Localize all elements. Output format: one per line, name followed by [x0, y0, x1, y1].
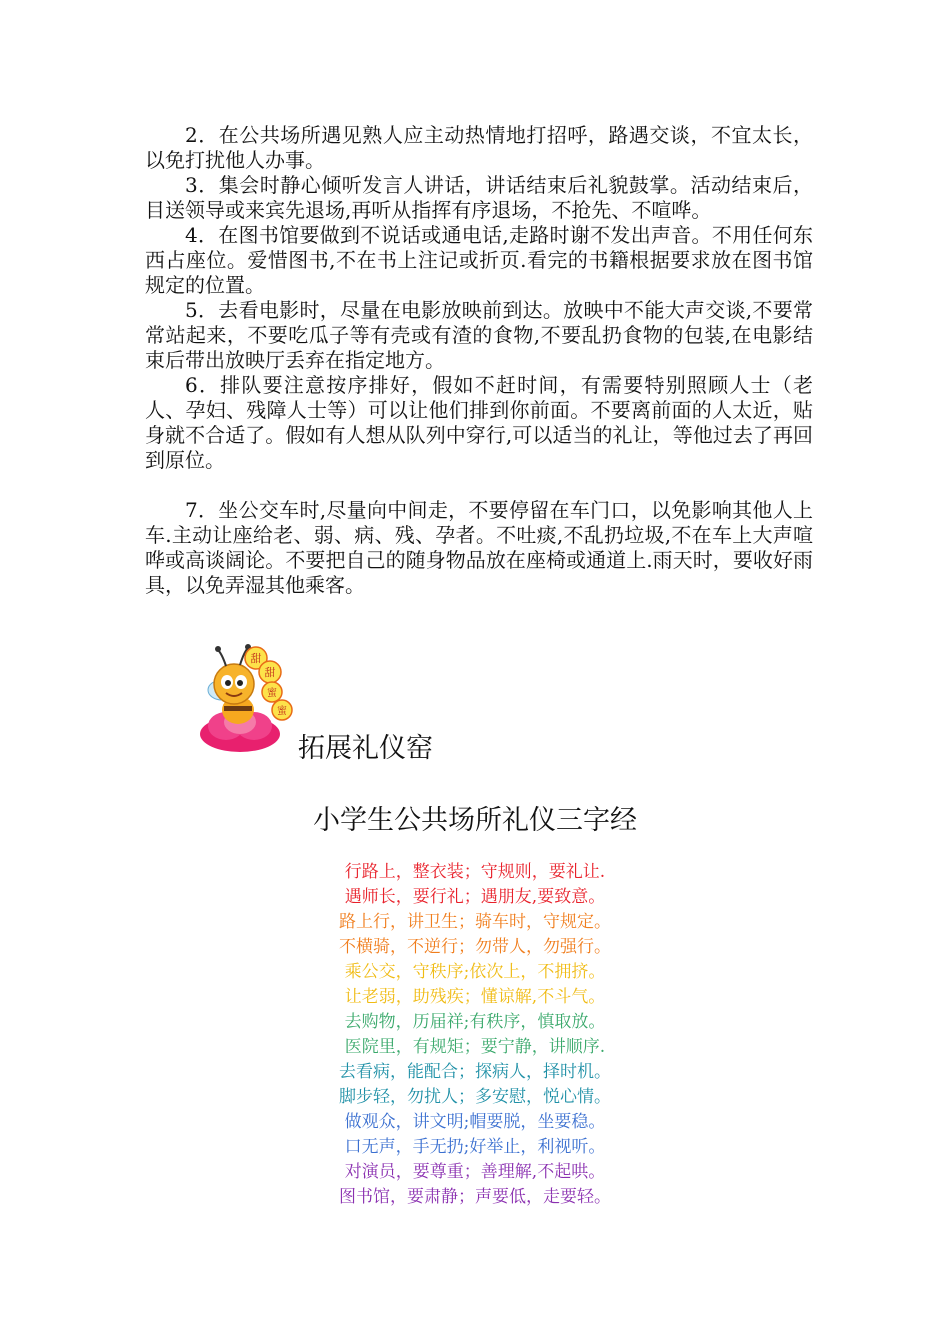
badge-char-4: 蜜 [277, 706, 287, 717]
poem-line: 乘公交，守秩序;依次上，不拥挤。 [344, 962, 606, 982]
badge-char-3: 蜜 [267, 688, 277, 699]
badge-char-1: 甜 [250, 652, 262, 665]
poem-line: 对演员，要尊重；善理解,不起哄。 [344, 1162, 606, 1182]
bee-mascot-icon [196, 638, 300, 756]
badge-char-2: 甜 [264, 666, 276, 679]
poem-line: 医院里，有规矩；要宁静，讲顺序. [344, 1037, 606, 1057]
paragraph-4: 4．在图书馆要做到不说话或通电话,走路时谢不发出声音。不用任何东西占座位。爱惜图书,不在书上注记或折页.看完的书籍根据要求放在图书馆规定的位置。 [145, 223, 813, 297]
poem-line: 遇师长，要行礼；遇朋友,要致意。 [344, 887, 606, 907]
paragraph-3: 3．集会时静心倾听发言人讲话，讲话结束后礼貌鼓掌。活动结束后，目送领导或来宾先退场,再听从指挥有序退场，不抢先、不喧哗。 [145, 173, 813, 222]
poem-line: 让老弱，助残疾；懂谅解,不斗气。 [344, 987, 606, 1007]
poem-line: 去购物，历届祥;有秩序，慎取放。 [344, 1012, 606, 1032]
poem-line: 去看病，能配合；探病人，择时机。 [339, 1062, 611, 1082]
poem-line: 口无声，手无扔;好举止，利视听。 [344, 1137, 606, 1157]
poem-title: 小学生公共场所礼仪三字经 [313, 805, 637, 836]
poem-line: 路上行，讲卫生；骑车时，守规定。 [339, 912, 611, 932]
paragraph-6: 6．排队要注意按序排好，假如不赶时间，有需要特别照顾人士（老人、孕妇、残障人士等）可以让他们排到你前面。不要离前面的人太近，贴身就不合适了。假如有人想从队列中穿行,可以适当的礼让，等他过去了再回到原位。 [145, 373, 813, 472]
paragraph-2: 2．在公共场所遇见熟人应主动热情地打招呼，路遇交谈，不宜太长，以免打扰他人办事。 [145, 123, 813, 172]
section-heading: 拓展礼仪窑 [298, 733, 433, 764]
poem [0, 860, 950, 1210]
poem-line: 不横骑，不逆行；勿带人，勿强行。 [339, 937, 611, 957]
poem-line: 做观众，讲文明;帽要脱，坐要稳。 [344, 1112, 606, 1132]
paragraph-7: 7．坐公交车时,尽量向中间走，不要停留在车门口，以免影响其他人上车.主动让座给老、弱、病、残、孕者。不吐痰,不乱扔垃圾,不在车上大声喧哗或高谈阔论。不要把自己的随身物品放在座椅或通道上.雨天时，要收好雨具，以免弄湿其他乘客。 [145, 498, 813, 597]
poem-line: 行路上，整衣装；守规则，要礼让. [344, 862, 606, 882]
poem-line: 脚步轻，勿扰人；多安慰，悦心情。 [339, 1087, 611, 1107]
paragraph-5: 5．去看电影时，尽量在电影放映前到达。放映中不能大声交谈,不要常常站起来，不要吃瓜子等有壳或有渣的食物,不要乱扔食物的包装,在电影结束后带出放映厅丢弃在指定地方。 [145, 298, 813, 372]
body-text [145, 123, 813, 598]
poem-line: 图书馆，要肃静；声要低，走要轻。 [339, 1187, 611, 1207]
